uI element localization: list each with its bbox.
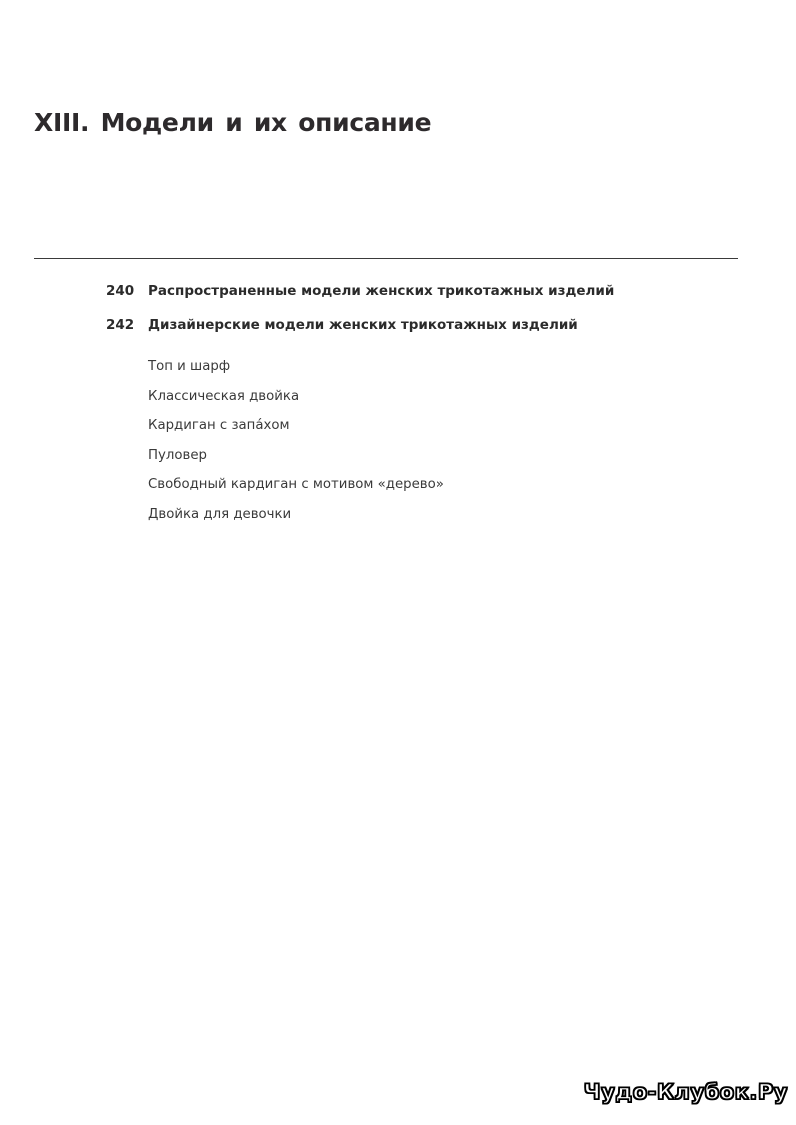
toc-entry[interactable]	[106, 317, 578, 333]
site-watermark: Чудо-Клубок.Ру	[583, 1080, 788, 1104]
toc-page-number: 242	[106, 317, 135, 333]
toc-subitem-list	[148, 352, 444, 530]
toc-page-number: 240	[106, 283, 135, 299]
toc-entry-title: Дизайнерские модели женских трикотажных изделий	[148, 317, 578, 333]
toc-subitem[interactable]: Свободный кардиган с мотивом «дерево»	[148, 477, 444, 493]
divider-line	[34, 258, 738, 259]
toc-subitem[interactable]: Классическая двойка	[148, 388, 300, 404]
toc-subitem[interactable]: Топ и шарф	[148, 359, 231, 374]
toc-entry-title: Распространенные модели женских трикотажных изделий	[148, 283, 615, 299]
toc-entry[interactable]	[106, 283, 614, 299]
toc-subitem[interactable]: Двойка для девочки	[148, 506, 292, 522]
toc-subitem[interactable]: Пуловер	[148, 447, 207, 463]
toc-subitem[interactable]: Кардиган с запáхом	[148, 418, 290, 434]
chapter-title: XIII. Модели и их описание	[34, 108, 432, 137]
